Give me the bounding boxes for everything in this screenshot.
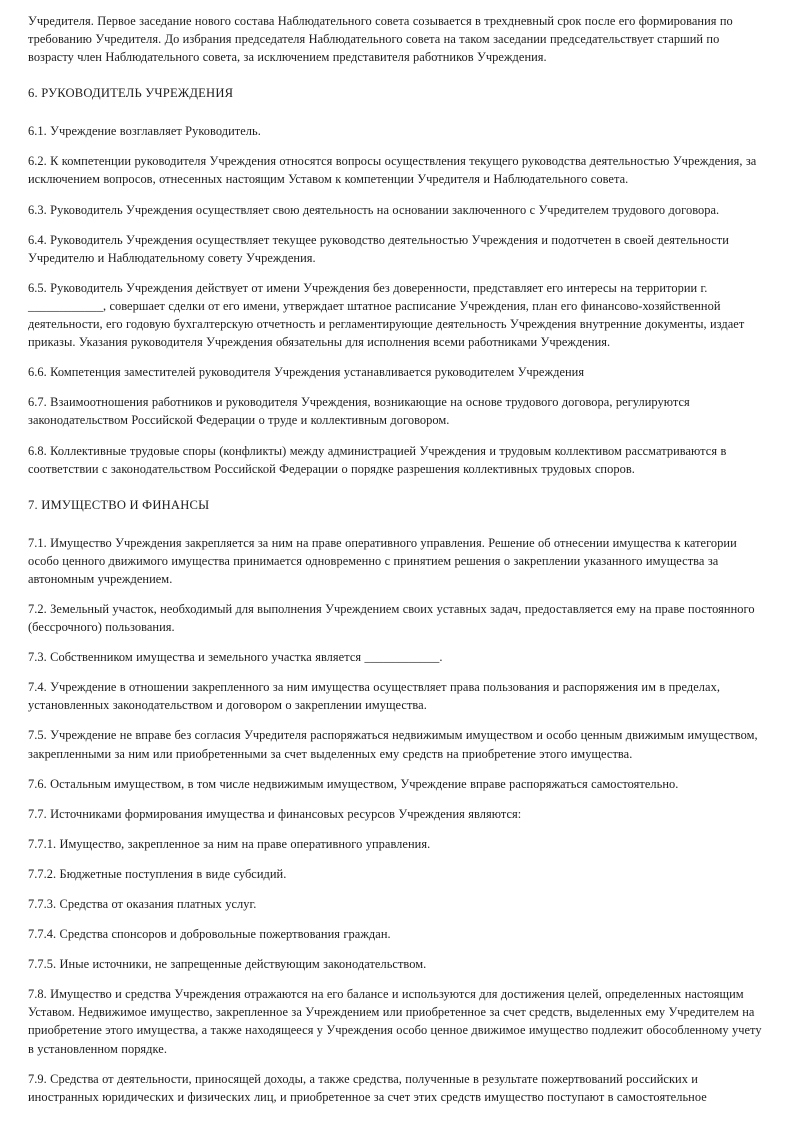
paragraph-6-8: 6.8. Коллективные трудовые споры (конфликты) между администрацией Учреждения и трудовым коллективом рассматриваются в соответствии с законодательством Российской Федерации о порядке разрешения коллективных трудовых споров. [28,443,727,476]
paragraph-7-7-2: 7.7.2. Бюджетные поступления в виде субсидий. [28,866,287,881]
paragraph-6-4: 6.4. Руководитель Учреждения осуществляет текущее руководство деятельностью Учреждения и подотчетен в своей деятельности Учредителю и Наблюдательному совету Учреждения. [28,232,729,265]
section-heading-6: 6. РУКОВОДИТЕЛЬ УЧРЕЖДЕНИЯ [28,86,234,101]
paragraph-7-7-4: 7.7.4. Средства спонсоров и добровольные пожертвования граждан. [28,927,391,942]
paragraph-6-7: 6.7. Взаимоотношения работников и руководителя Учреждения, возникающие на основе трудового договора, регулируются законодательством Российской Федерации о труде и коллективным договором. [28,395,690,428]
document-body [28,12,765,1106]
paragraph-6-2: 6.2. К компетенции руководителя Учреждения относятся вопросы осуществления текущего руководства деятельностью Учреждения, за исключением вопросов, отнесенных настоящим Уставом к компетенции Учредителя и Наблюдательного совета. [28,154,757,187]
paragraph-7-8: 7.8. Имущество и средства Учреждения отражаются на его балансе и используются для достижения целей, определенных настоящим Уставом. Недвижимое имущество, закрепленное за Учреждением или приобретенное за счет средств, выделенных ему Учредителем на приобретение этого имущества, а также находящееся у Учреждения особо ценное движимое имущество подлежит обособленному учету в установленном порядке. [28,987,762,1056]
paragraph-7-7: 7.7. Источниками формирования имущества и финансовых ресурсов Учреждения являются: [28,806,522,821]
paragraph-6-1: 6.1. Учреждение возглавляет Руководитель. [28,124,261,139]
paragraph-7-3: 7.3. Собственником имущества и земельного участка является ____________. [28,650,443,665]
paragraph-6-5: 6.5. Руководитель Учреждения действует от имени Учреждения без доверенности, представляет его интересы на территории г. ____________, совершает сделки от его имени, утверждает штатное расписание Учреждения, план его финансово-хозяйственной деятельности, его годовую бухгалтерскую отчетность и регламентирующие деятельность Учреждения внутренние документы, издает приказы. Указания руководителя Учреждения обязательны для исполнения всеми работниками Учреждения. [28,280,745,350]
paragraph-6-6: 6.6. Компетенция заместителей руководителя Учреждения устанавливается руководителем Учреждения [28,365,585,380]
paragraph-7-1: 7.1. Имущество Учреждения закрепляется за ним на праве оперативного управления. Решение об отнесении имущества к категории особо ценного движимого имущества принимается одновременно с принятием решения о закреплении указанного имущества за автономным учреждением. [28,535,737,586]
paragraph-7-7-5: 7.7.5. Иные источники, не запрещенные действующим законодательством. [28,957,427,972]
paragraph-7-2: 7.2. Земельный участок, необходимый для выполнения Учреждением своих уставных задач, предоставляется ему на праве постоянного (бессрочного) пользования. [28,601,755,635]
paragraph-7-5: 7.5. Учреждение не вправе без согласия Учредителя распоряжаться недвижимым имуществом и особо ценным движимым имуществом, закрепленными за ним или приобретенными за счет выделенных ему средств на приобретение этого имущества. [28,728,758,761]
paragraph-7-4: 7.4. Учреждение в отношении закрепленного за ним имущества осуществляет права пользования и распоряжения им в пределах, установленных законодательством и договором о закреплении имущества. [28,680,720,713]
paragraph-7-7-3: 7.7.3. Средства от оказания платных услуг. [28,897,257,911]
paragraph-7-9: 7.9. Средства от деятельности, приносящей доходы, а также средства, полученные в результате пожертвований российских и иностранных юридических и физических лиц, и приобретенное за счет этих средств имущество поступают в самостоятельное [28,1071,707,1104]
paragraph-6-3: 6.3. Руководитель Учреждения осуществляет свою деятельность на основании заключенного с Учредителем трудового договора. [28,202,720,217]
paragraph-intro: Учредителя. Первое заседание нового состава Наблюдательного совета созывается в трехдневный срок после его формирования по требованию Учредителя. До избрания председателя Наблюдательного совета на таком заседании председательствует старший по возрасту член Наблюдательного совета, за исключением представителя работников Учреждения. [28,14,733,65]
paragraph-7-7-1: 7.7.1. Имущество, закрепленное за ним на праве оперативного управления. [28,836,431,851]
section-heading-7: 7. ИМУЩЕСТВО И ФИНАНСЫ [28,497,210,512]
paragraph-7-6: 7.6. Остальным имуществом, в том числе недвижимым имуществом, Учреждение вправе распоряжаться самостоятельно. [28,776,679,791]
